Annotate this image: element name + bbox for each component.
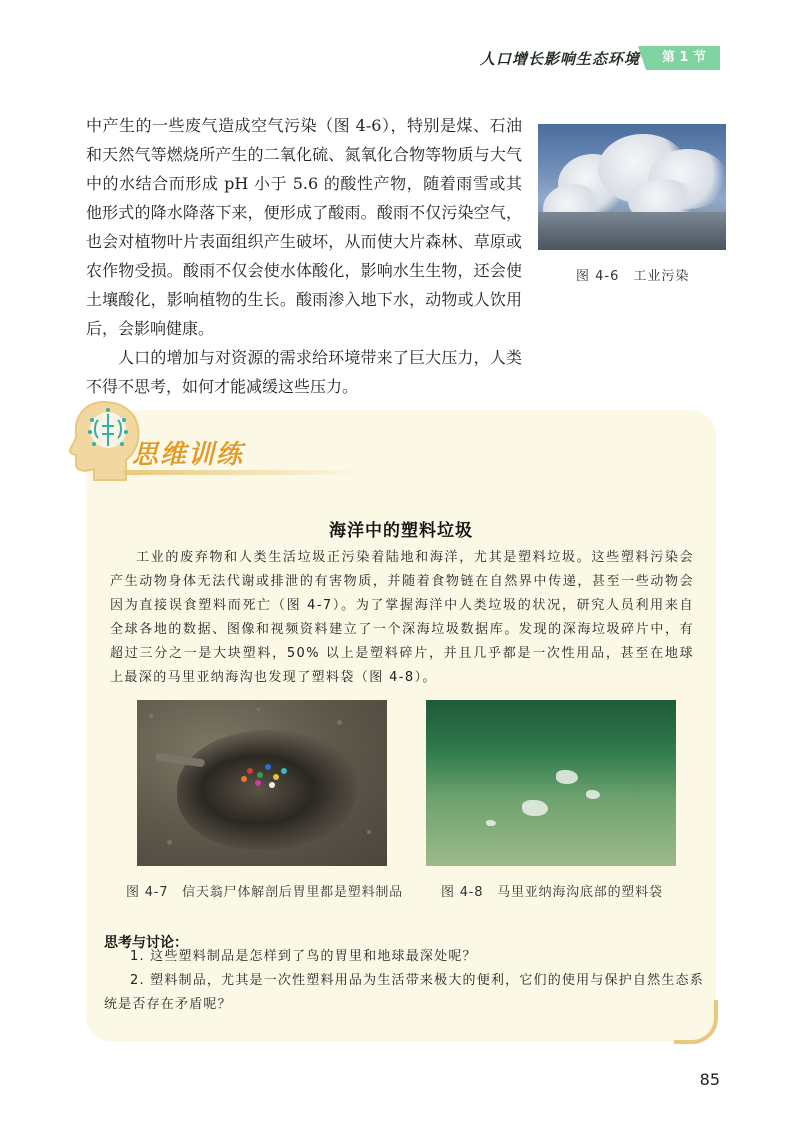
paragraph-pressure: 人口的增加与对资源的需求给环境带来了巨大压力，人类不得不思考，如何才能减缓这些压力。 [86, 348, 522, 396]
section-text: 工业的废弃物和人类生活垃圾正污染着陆地和海洋，尤其是塑料垃圾。这些塑料污染会产生动物身体无法代谢或排泄的有害物质，并随着食物链在自然界中传递，甚至一些动物会因为直接误食塑料而死亡（图 4-7）。为了掌握海洋中人类垃圾的状况，研究人员利用来自全球各地的数据、图像和视频资料建立了一个深海垃圾数据库。发现的深海垃圾碎片中，有超过三分之一是大块塑料，50% 以上是塑料碎片，并且几乎都是一次性用品，甚至在地球上最深的马里亚纳海沟也发现了塑料袋（图 4-8）。 [110, 550, 694, 685]
figure-mariana-trench [426, 700, 676, 866]
figure-4-6-caption: 图 4-6 工业污染 [576, 269, 690, 284]
discussion-item: 2. 塑料制品，尤其是一次性塑料用品为生活带来极大的便利，它们的使用与保护自然生态系统是否存在矛盾呢？ [104, 973, 704, 1012]
thinking-training-title: 思维训练 [132, 440, 245, 470]
thinking-training-header [64, 398, 364, 484]
page-header [480, 44, 720, 72]
figure-4-7-caption: 图 4-7 信天翁尸体解剖后胃里都是塑料制品 [126, 885, 403, 900]
page-number: 85 [699, 1070, 720, 1089]
figure-albatross [137, 700, 387, 866]
figure-4-8-caption: 图 4-8 马里亚纳海沟底部的塑料袋 [441, 885, 663, 900]
section-badge: 第 1 节 [646, 46, 720, 70]
main-text [86, 111, 522, 401]
title-underline [124, 470, 360, 475]
discussion-list [104, 945, 704, 1017]
section-title: 海洋中的塑料垃圾 [329, 521, 473, 541]
discussion-heading: 思考与讨论： [104, 935, 188, 951]
paragraph-acid-rain: 中产生的一些废气造成空气污染（图 4-6），特别是煤、石油和天然气等燃烧所产生的二氧化硫、氮氧化合物等物质与大气中的水结合而形成 pH 小于 5.6 的酸性产物，随着雨雪或其他形式的降水降落下来，便形成了酸雨。酸雨不仅污染空气，也会对植物叶片表面组织产生破坏，从而使大片森林、草原或农作物受损。酸雨不仅会使水体酸化，影响水生生物，还会使土壤酸化，影响植物的生长。酸雨渗入地下水，动物或人饮用后，会影响健康。 [86, 116, 522, 338]
discussion-item: 1. 这些塑料制品是怎样到了鸟的胃里和地球最深处呢？ [130, 949, 477, 964]
figure-industrial-pollution [538, 124, 726, 250]
chapter-title: 人口增长影响生态环境 [479, 49, 640, 68]
